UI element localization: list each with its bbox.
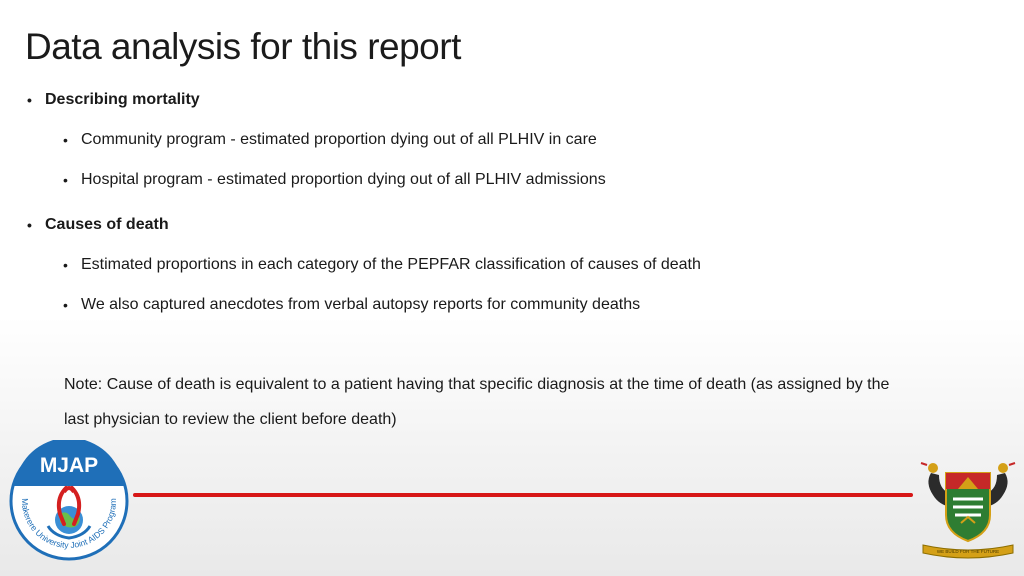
bullet-verbal-autopsy xyxy=(63,296,640,314)
section-heading: Describing mortality xyxy=(45,91,200,108)
bullet-icon: • xyxy=(63,172,68,188)
note-paragraph xyxy=(64,367,984,437)
section-heading: Causes of death xyxy=(45,216,169,233)
bullet-text: Community program - estimated proportion dying out of all PLHIV in care xyxy=(81,131,597,148)
bullet-icon: • xyxy=(63,257,68,273)
bullet-icon: • xyxy=(27,92,32,108)
mjap-abbrev: MJAP xyxy=(39,454,99,477)
bullet-text: Estimated proportions in each category of the PEPFAR classification of causes of death xyxy=(81,256,701,273)
bullet-causes-of-death xyxy=(27,216,169,234)
note-line-2: last physician to review the client before death) xyxy=(64,411,397,428)
bullet-icon: • xyxy=(27,217,32,233)
makerere-crest-logo xyxy=(913,453,1023,563)
mjap-ring-text: Makerere University Joint AIDS Program xyxy=(19,498,119,551)
bullet-icon: • xyxy=(63,297,68,313)
slide-title: Data analysis for this report xyxy=(25,26,461,67)
bullet-pepfar-classification xyxy=(63,256,701,274)
bullet-community-program xyxy=(63,131,597,149)
red-divider-line xyxy=(133,493,913,497)
mjap-logo xyxy=(8,440,130,562)
crest-motto: WE BUILD FOR THE FUTURE xyxy=(936,549,1000,554)
bullet-hospital-program xyxy=(63,171,606,189)
bullet-icon: • xyxy=(63,132,68,148)
bullet-describing-mortality xyxy=(27,91,200,109)
bullet-text: We also captured anecdotes from verbal autopsy reports for community deaths xyxy=(81,296,641,313)
bullet-text: Hospital program - estimated proportion dying out of all PLHIV admissions xyxy=(81,171,606,188)
note-line-1: Note: Cause of death is equivalent to a patient having that specific diagnosis at the time of death (as assigned by the xyxy=(64,376,890,393)
